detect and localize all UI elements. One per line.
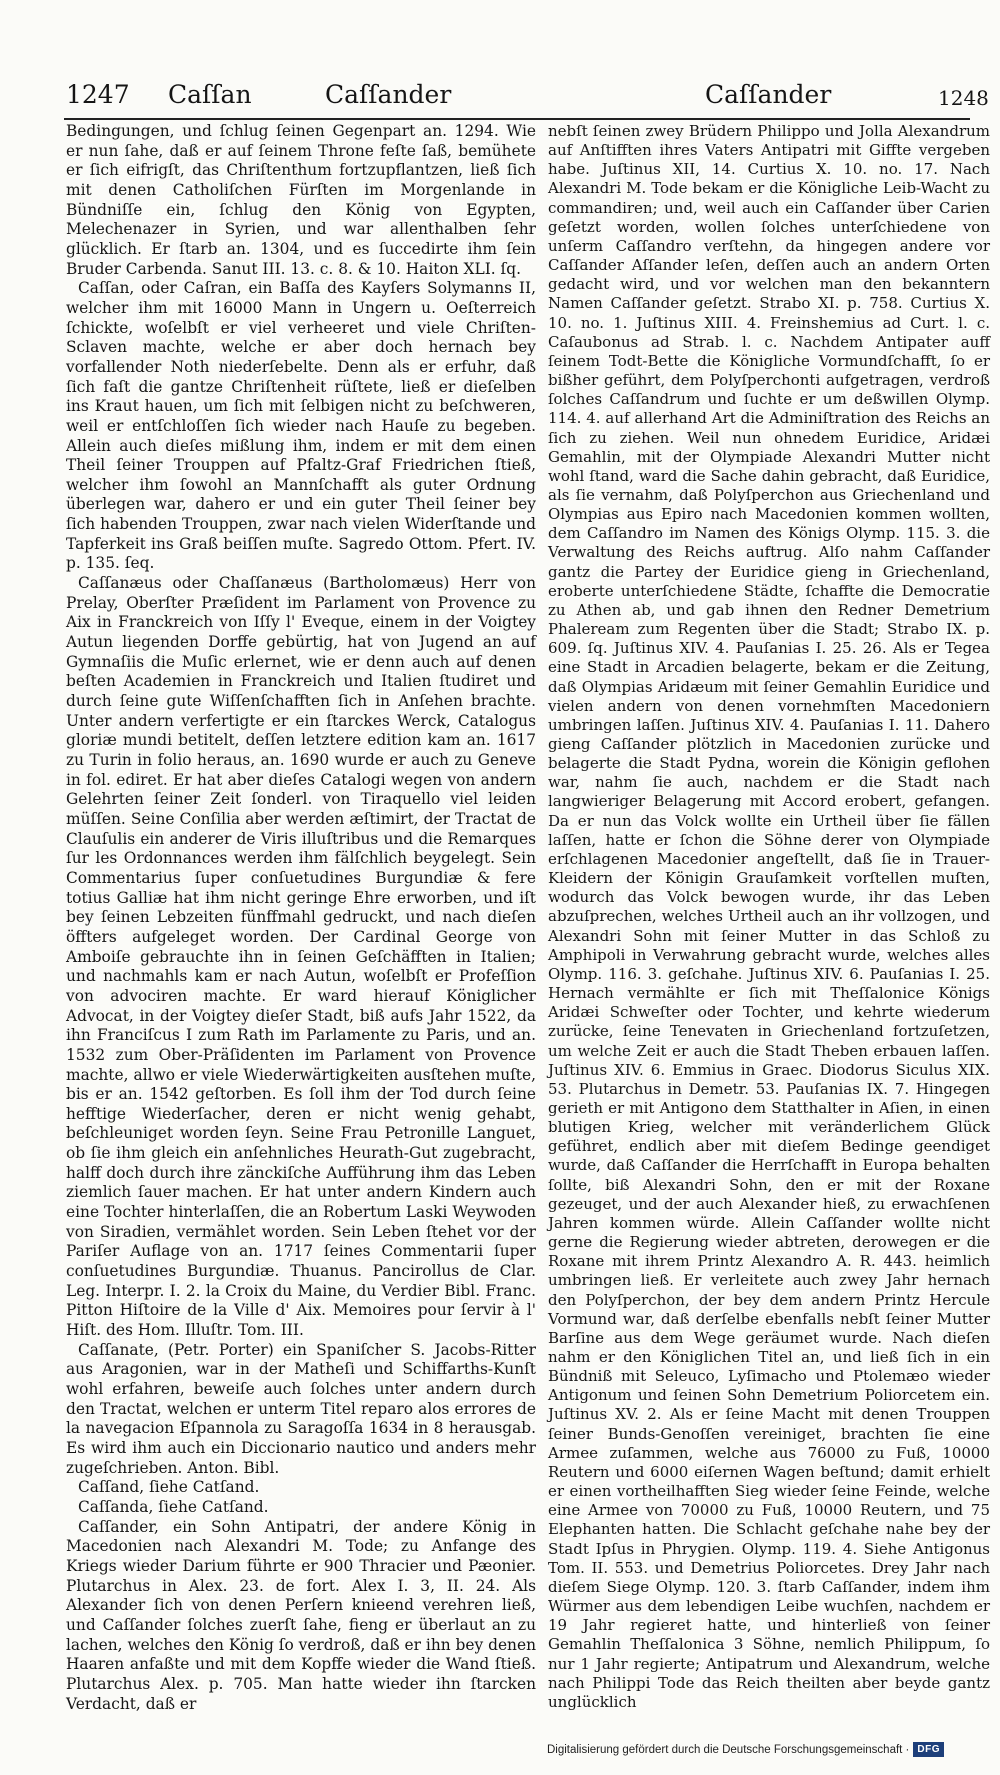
entry-cassanda: Caſſanda, ſiehe Catſand. [78,1497,269,1516]
paragraph-cassan-continuation: Bedingungen, und ſchlug ſeinen Gegenpart an. 1294. Wie er nun ſahe, daß er auf ſeinem Throne feſte ſaß, bemühete er ſich eifrigſt, das Chriſtenthum fortzupflantzen, ließ ſich mit denen Catholiſchen Fürſten im Morgenlande in Bündniſſe ein, ſchlug den König von Egypten, Melechenazer in Syrien, und war allenthalben ſehr glücklich. Er ſtarb an. 1304, und es ſuccedirte ihm ſein Bruder Carbenda. Sanut III. 13. c. 8. & 10. Haiton XLI. ſq. [66,122,536,278]
dfg-logo: DFG [913,1742,944,1757]
header-catchword-3: Caſſander [705,80,832,109]
header-catchword-1: Caſſan [168,80,252,109]
right-column [548,122,990,1712]
left-column [66,122,536,1714]
entry-cassanate: Caſſanate, (Petr. Porter) ein Spaniſcher S. Jacobs-Ritter aus Aragonien, war in der Matheſi und Schiffarths-Kunſt wohl erfahren, beweiſe auch ſolches unter andern durch den Tractat, welchen er unterm Titel reparo alos errores de la navegacion Eſpannola zu Saragoſſa 1634 in 8 herausgab. Es wird ihm auch ein Diccionario nautico und anders mehr zugeſchrieben. Anton. Bibl. [66,1340,536,1477]
entry-cassander: Caſſander, ein Sohn Antipatri, der andere König in Macedonien nach Alexandri M. Tode; zu Anfange des Kriegs wieder Darium führte er 900 Thracier und Pæonier. Plutarchus in Alex. 23. de fort. Alex I. 3, II. 24. Als Alexander ſich von denen Perſern knieend verehren ließ, und Caſſander ſolches zuerſt ſahe, fieng er überlaut an zu lachen, welches den König ſo verdroß, daß er ihn bey denen Haaren anfaßte und mit dem Kopffe wieder die Wand ſtieß. Plutarchus Alex. p. 705. Man hatte wieder ihn ſtarcken Verdacht, daß er [66,1517,536,1713]
page-number-right: 1248 [938,86,989,110]
footer [547,1742,944,1757]
page-number-left: 1247 [66,80,130,109]
entry-cassand: Caſſand, ſiehe Catſand. [78,1478,260,1497]
entry-cassan-bassa: Caſſan, oder Caſran, ein Baſſa des Kayſers Solymanns II, welcher ihm mit 16000 Mann in Ungern u. Oeſterreich ſchickte, woſelbſt er viel verheeret und viele Chriſten-Sclaven machte, welche er aber doch hernach bey vorfallender Noth niederſebelte. Denn als er erfuhr, daß ſich faſt die gantze Chriſtenheit rüſtete, ließ er dieſelben ins Kraut hauen, um ſich mit ſelbigen nicht zu beſchweren, weil er entſchloſſen ſich wieder nach Hauſe zu begeben. Allein auch dieſes mißlung ihm, indem er mit dem einen Theil ſeiner Trouppen auf Pfaltz-Graf Friedrichen ſtieß, welcher ihm ſowohl an Mannſchafft als guter Ordnung überlegen war, dahero er und ein guter Theil ſeiner bey ſich habenden Trouppen, zwar nach vielen Widerſtande und Tapferkeit ins Graß beiſſen muſte. Sagredo Ottom. Pfert. IV. p. 135. ſeq. [66,279,536,573]
entry-cassanaeus: Caſſanæus oder Chaſſanæus (Bartholomæus) Herr von Prelay, Oberſter Præſident im Parlament von Provence zu Aix in Franckreich von Iſſy l' Eveque, einem in der Voigtey Autun liegenden Dorffe gebürtig, hat von Jugend an auf Gymnaſiis die Muſic erlernet, wie er denn auch auf denen beſten Academien in Franckreich und Italien ſtudiret und durch ſeine gute Wiſſenſchafften ſich in Anſehen brachte. Unter andern verfertigte er ein ſtarckes Werck, Catalogus gloriæ mundi betitelt, deſſen letztere edition kam an. 1617 zu Turin in folio heraus, an. 1690 wurde er auch zu Geneve in fol. ediret. Er hat aber dieſes Catalogi wegen von andern Gelehrten ſeiner Zeit ſonderl. von Tiraquello viel leiden müſſen. Seine Conſilia aber werden æſtimirt, der Tractat de Clauſulis ein anderer de Viris illuſtribus und die Remarques ſur les Ordonnances werden ihm fälſchlich beygelegt. Sein Commentarius ſuper conſuetudines Burgundiæ & fere totius Galliæ hat ihm nicht geringe Ehre erworben, und iſt bey ſeinen Lebzeiten fünffmahl gedruckt, und nach dieſen öffters aufgeleget worden. Der Cardinal George von Amboiſe gebrauchte ihn in ſeinen Geſchäfften in Italien; und nachmahls kam er nach Autun, woſelbſt er Profeſſion von advociren machte. Er ward hierauf Königlicher Advocat, in der Voigtey dieſer Stadt, biß aufs Jahr 1522, da ihn Franciſcus I zum Rath im Parlamente zu Paris, und an. 1532 zum Ober-Präſidenten im Parlament von Provence machte, allwo er viele Wiederwärtigkeiten ausſtehen muſte, bis er an. 1542 geſtorben. Es ſoll ihm der Tod durch ſeine hefftige Wiederſacher, deren er nicht wenig gehabt, beſchleuniget worden ſeyn. Seine Frau Petronille Languet, ob ſie ihm gleich ein anſehnliches Heurath-Gut zugebracht, halff doch durch ihre zänckiſche Aufführung ihm das Leben ziemlich ſauer machen. Er hat unter andern Kindern auch eine Tochter hinterlaſſen, die an Robertum Laski Weywoden von Siradien, vermählet worden. Sein Leben ſtehet vor der Pariſer Auflage von an. 1717 ſeines Commentarii ſuper conſuetudines Burgundiæ. Thuanus. Pancirollus de Clar. Leg. Interpr. I. 2. la Croix du Maine, du Verdier Bibl. Franc. Pitton Hiſtoire de la Ville d' Aix. Memoires pour ſervir à l' Hiſt. des Hom. Illuſtr. Tom. III. [66,574,536,1340]
header-rule [64,118,970,120]
header-catchword-2: Caſſander [325,80,452,109]
paragraph-cassander-continuation: nebſt ſeinen zwey Brüdern Philippo und Jolla Alexandrum auf Anſtifften ihres Vaters Antipatri mit Giffte vergeben habe. Juſtinus XII, 14. Curtius X. 10. no. 17. Nach Alexandri M. Tode bekam er die Königliche Leib-Wacht zu commandiren; und, weil auch ein Caſſander über Carien geſetzt worden, wollen ſolches unterſchiedene von unſerm Caſſandro verſtehn, da hingegen andere vor Caſſander Aſſander leſen, deſſen auch an andern Orten gedacht wird, und vor welchen man den bekanntern Namen Caſſander geſetzt. Strabo XI. p. 758. Curtius X. 10. no. 1. Juſtinus XIII. 4. Freinshemius ad Curt. l. c. Caſaubonus ad Strab. l. c. Nachdem Antipater auff ſeinem Todt-Bette die Königliche Vormundſchafft, ſo er bißher geführt, dem Polyſperchonti aufgetragen, verdroß ſolches Caſſandrum und ſuchte er um deßwillen Olymp. 114. 4. auf allerhand Art die Adminiſtration des Reichs an ſich zu ziehen. Weil nun ohnedem Euridice, Aridæi Gemahlin, mit der Olympiade Alexandri Mutter nicht wohl ſtand, ward die Sache dahin gebracht, daß Euridice, als ſie vernahm, daß Polyſperchon aus Griechenland und Olympias aus Epiro nach Macedonien kommen wollten, dem Caſſandro im Namen des Königs Olymp. 115. 3. die Verwaltung des Reichs auftrug. Alſo nahm Caſſander gantz die Partey der Euridice gieng in Griechenland, eroberte unterſchiedene Städte, ſchaffte die Democratie zu Athen ab, und gab ihnen den Redner Demetrium Phaleream zum Regenten über die Stadt; Strabo IX. p. 609. ſq. Juſtinus XIV. 4. Pauſanias I. 25. 26. Als er Tegea eine Stadt in Arcadien belagerte, bekam er die Zeitung, daß Olympias Aridæum mit ſeiner Gemahlin Euridice und vielen andern von denen vornehmſten Macedoniern umbringen laſſen. Juſtinus XIV. 4. Pauſanias I. 11. Dahero gieng Caſſander plötzlich in Macedonien zurücke und belagerte die Stadt Pydna, worein die Königin geflohen war, nahm ſie auch, nachdem er die Stadt nach langwieriger Belagerung mit Accord erobert, gefangen. Da er nun das Volck wollte ein Urtheil über ſie fällen laſſen, hatte er ſchon die Söhne derer von Olympiade erſchlagenen Macedonier angeſtellt, daß ſie in Trauer-Kleidern der Königin Grauſamkeit vorſtellen muſten, wodurch das Volck bewogen wurde, ihr das Leben abzuſprechen, welches Urtheil auch an ihr vollzogen, und Alexandri Sohn mit ſeiner Mutter in das Schloß zu Amphipoli in Verwahrung gebracht wurde, welches alles Olymp. 116. 3. geſchahe. Juſtinus XIV. 6. Pauſanias I. 25. Hernach vermählte er ſich mit Theſſalonice Königs Aridæi Schweſter oder Tochter, und kehrte wiederum zurücke, ſeine Tenevaten in Griechenland fortzuſetzen, um welche Zeit er auch die Stadt Theben erbauen laſſen. Juſtinus XIV. 6. Emmius in Graec. Diodorus Siculus XIX. 53. Plutarchus in Demetr. 53. Pauſanias IX. 7. Hingegen gerieth er mit Antigono dem Statthalter in Aſien, in einen blutigen Krieg, welcher mit veränderlichem Glück geführet, endlich aber mit dieſem Bedinge geendiget wurde, daß Caſſander die Herrſchafft in Europa behalten ſollte, biß Alexandri Sohn, den er mit der Roxane gezeuget, und der auch Alexander hieß, zu erwachſenen Jahren kommen würde. Allein Caſſander wollte nicht gerne die Regierung wieder abtreten, derowegen er die Roxane mit ihrem Printz Alexandro A. R. 443. heimlich umbringen ließ. Er verleitete auch zwey Jahr hernach den Polyſperchon, der bey dem andern Printz Hercule Vormund war, daß derſelbe ebenfalls nebſt ſeiner Mutter Barſine aus dem Wege geräumet wurde. Nach dieſen nahm er den Königlichen Titel an, und ließ ſich in ein Bündniß mit Seleuco, Lyſimacho und Ptolemæo wieder Antigonum und ſeinen Sohn Demetrium Poliorcetem ein. Juſtinus XV. 2. Als er ſeine Macht mit denen Trouppen ſeiner Bunds-Genoſſen vereiniget, brachten ſie eine Armee zuſammen, welche aus 76000 zu Fuß, 10000 Reutern und 6000 eiſernen Wagen beſtund; damit erhielt er einen vortheilhafften Sieg wieder ſeine Feinde, welche eine Armee von 70000 zu Fuß, 10000 Reutern, und 75 Elephanten hatten. Die Schlacht geſchahe nahe bey der Stadt Ipſus in Phrygien. Olymp. 119. 4. Siehe Antigonus Tom. II. 553. und Demetrius Poliorcetes. Drey Jahr nach dieſem Siege Olymp. 120. 3. ſtarb Caſſander, indem ihm Würmer aus dem lebendigen Leibe wuchſen, nachdem er 19 Jahr regieret hatte, und hinterließ von ſeiner Gemahlin Theſſalonica 3 Söhne, nemlich Philippum, ſo nur 1 Jahr regierte; Antipatrum und Alexandrum, welche nach Philippi Tode das Reich theilten aber beyde gantz unglücklich [548,122,990,1711]
funding-note: Digitalisierung gefördert durch die Deutsche Forschungsgemeinschaft · [546,1743,910,1756]
